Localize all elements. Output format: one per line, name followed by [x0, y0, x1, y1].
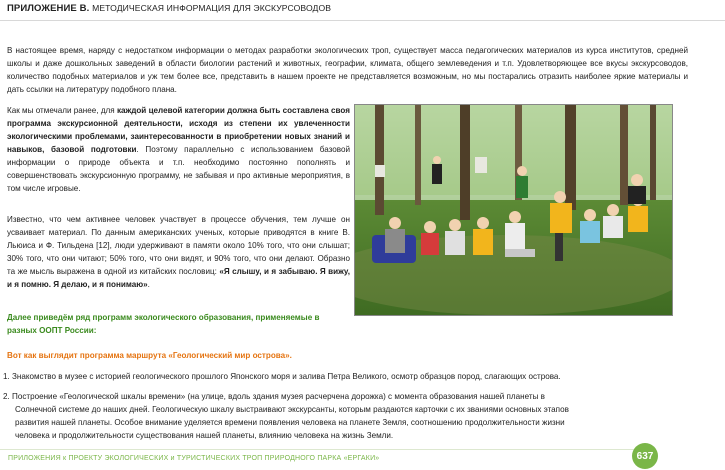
header-label: ПРИЛОЖЕНИЕ В. — [7, 3, 90, 14]
para2-bold: каждой целевой категории должна быть составлена своя программа экскурсионной деятельности, исходя из степени их увлеченности экологическими проблемами, заинтересованности в приобретении новых знаний и навыков, базовой подготовки — [7, 106, 350, 154]
list-item-line: развития нашей планеты. Особое внимание уделяется времени появления человека на планете Земля, соотношению продолжительности жизни — [15, 418, 565, 427]
group-game-photo — [354, 104, 673, 316]
header-title: МЕТОДИЧЕСКАЯ ИНФОРМАЦИЯ ДЛЯ ЭКСКУРСОВОДОВ — [92, 3, 332, 13]
footer-divider — [0, 449, 640, 450]
target-category-paragraph — [7, 104, 350, 195]
para2-text-b: . Поэтому параллельно с использованием базовой информации о природе объекта и т.п. необходимо постоянно пополнять и совершенствовать экскурсионную программу, не забывая и про активные мероприятия, в том числе игровые. — [7, 145, 350, 193]
list-item: 1. Знакомство в музее с историей геологического прошлого Японского моря и залива Петра Великого, осмотр образцов пород, слагающих острова. — [3, 372, 561, 381]
para3-bold-quote: «Я слышу, и я забываю. Я вижу, и я помню. Я делаю, и я понимаю» — [7, 267, 350, 289]
intro-paragraph: В настоящее время, наряду с недостатком информации о методах разработки экологических троп, существует масса педагогических материалов из курса институтов, средней школы и даже дошкольных заведений в области биологии растений и животных, географии, климата, общего землеведения и т.п. Удовлетворяющее все вкусы экскурсоводов, количество подобных материалов и уж тем более все, представить в нашем проекте не представляется возможным, но мы постарались отразить наиболее яркие материалы и дать ссылки на литературу подобного плана. — [7, 46, 688, 94]
route-program-heading: Вот как выглядит программа маршрута «Геологический мир острова». — [7, 351, 292, 360]
photo-illustration — [355, 105, 672, 315]
para2-text-a: Как мы отмечали ранее, для — [7, 106, 117, 115]
list-item — [3, 390, 693, 442]
programs-heading: Далее приведём ряд программ экологического образования, применяемые в разных ООПТ России: — [7, 313, 320, 335]
page-header — [7, 3, 331, 14]
para3-text-a: Известно, что чем активнее человек участвует в процессе обучения, тем лучше он усваивает материал. По данным американских ученых, которые приводятся в книге В. Льюиса и Ф. Тильдена [12], люди удерживают в памяти около 10% того, что они слышат; 30% того, что они читают; 50% того, что они видят, и 90% того, что они делают. Образно та же мысль выражена в одной из китайских пословиц: — [7, 215, 350, 276]
learning-paragraph — [7, 213, 350, 291]
header-divider — [0, 20, 725, 21]
para3-text-b: . — [147, 280, 150, 289]
list-item-line: 2. Построение «Геологической шкалы времени» (на улице, вдоль здания музея расчерчена дорожка) с момента образования нашей планеты в — [3, 392, 545, 401]
list-item-line: Солнечной системе до наших дней. Геологическую шкалу выстраивают экскурсанты, которым раздаются карточки с их званиями основных этапов — [15, 405, 569, 414]
page-number-badge — [632, 443, 658, 469]
list-item-line: человека и продолжительности существования нашей планеты, влиянию человека на жизнь Земли. — [15, 431, 394, 440]
page-number: 637 — [636, 450, 654, 462]
page-footer: ПРИЛОЖЕНИЯ к ПРОЕКТУ ЭКОЛОГИЧЕСКИХ и ТУРИСТИЧЕСКИХ ТРОП ПРИРОДНОГО ПАРКА «ЕРГАКИ» — [8, 455, 380, 462]
